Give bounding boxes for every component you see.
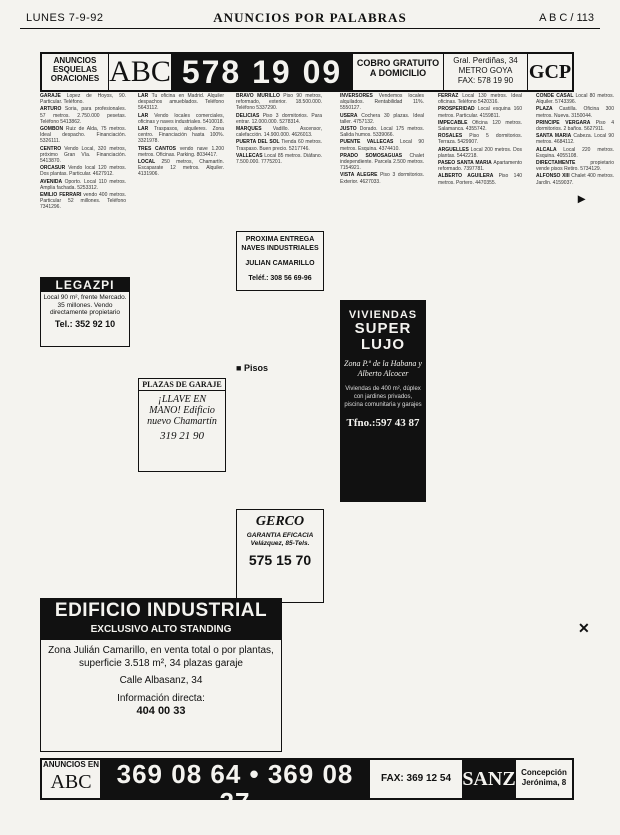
ad-text: Vendo local 120 metros. Dos plantas. Particular. 4627912. bbox=[40, 165, 126, 178]
classified-ad bbox=[536, 133, 614, 145]
classified-ad bbox=[438, 120, 522, 132]
ad-text: Tu oficina en Madrid. Alquiler despachos amueblados. Teléfono 5643112. bbox=[138, 93, 224, 112]
ad-keyword: ORCASUR bbox=[40, 165, 69, 172]
ad-text: Piso 3 dormitorios. Para entrar. 12.000.000. 5278314. bbox=[236, 112, 322, 125]
ad-text: Piso 5 dormitorios. Terraza. 5429907. bbox=[438, 133, 522, 146]
classified-ad bbox=[138, 146, 224, 158]
ad-text: Chalet independiente. Parcela 2.500 metros. 7154921. bbox=[340, 152, 424, 172]
viviendas-phone: Tfno.:597 43 87 bbox=[346, 417, 420, 429]
column-6 bbox=[536, 93, 614, 747]
ad-keyword: CONDE CASAL bbox=[536, 93, 576, 99]
margin-mark-icon: ✕ bbox=[578, 620, 590, 636]
ad-keyword: LOCAL bbox=[138, 159, 162, 166]
classified-ad bbox=[340, 153, 424, 172]
ad-keyword: DIRECTAMENTE bbox=[536, 160, 591, 167]
classified-ad bbox=[438, 93, 522, 105]
classified-ad bbox=[536, 160, 614, 172]
issue-date: LUNES 7-9-92 bbox=[26, 12, 104, 24]
classified-ad bbox=[340, 113, 424, 125]
edificio-phone: 404 00 33 bbox=[136, 705, 186, 717]
classified-ad bbox=[536, 173, 614, 185]
ad-text: Local 220 metros. Esquina. 4055108. bbox=[536, 146, 614, 159]
ad-text: Oficina 120 metros. Salamanca. 4355742. bbox=[438, 119, 522, 133]
page-number: A B C / 113 bbox=[539, 12, 594, 24]
viviendas-subtitle: SUPER LUJO bbox=[354, 320, 412, 353]
ad-text: Local 200 metros. Dos plantas. 5442218. bbox=[438, 146, 522, 159]
ad-text: Cabeza. Local 90 metros. 4684112. bbox=[536, 133, 614, 146]
ad-keyword: ALCALA bbox=[536, 146, 564, 153]
banner-fax: FAX: 578 19 90 bbox=[457, 76, 514, 85]
ad-keyword: LAR bbox=[138, 126, 154, 133]
ad-keyword: FERRAZ bbox=[438, 93, 463, 99]
header-rule bbox=[20, 28, 600, 29]
banner-address-block bbox=[444, 54, 527, 90]
ad-text: Piso 140 metros. Portero. 4470355. bbox=[438, 173, 522, 186]
ad-text: Piso 90 metros, reformado, exterior. 18.500.000. Teléfono 5337290. bbox=[236, 93, 322, 112]
ad-text: Vendemos locales alquilados. Rentabilidad 11%. 5550127. bbox=[340, 93, 424, 112]
naves-title: PROXIMA ENTREGA NAVES INDUSTRIALES bbox=[241, 236, 319, 252]
classified-ad bbox=[236, 126, 322, 138]
gerco-body: GARANTIA EFICACIA Velázquez, 85-Tels. bbox=[246, 532, 314, 547]
banner-phone: 578 19 09 bbox=[172, 54, 352, 90]
ad-keyword: DELICIAS bbox=[236, 112, 263, 119]
classified-ad bbox=[536, 120, 614, 132]
ad-text: vendo 400 metros. Particular 52 millones. Teléfono 7341296. bbox=[40, 192, 126, 211]
classified-ad bbox=[40, 93, 126, 105]
classified-ad bbox=[438, 133, 522, 145]
ad-keyword: PLAZA bbox=[536, 106, 560, 113]
ad-text: Ruiz de Alda, 75 metros. Ideal despacho. Financiación. 5326111. bbox=[40, 126, 126, 145]
classified-ad bbox=[40, 106, 126, 125]
ad-text: Local 80 metros. Alquiler. 5743396. bbox=[536, 93, 614, 106]
garage-title: PLAZAS DE GARAJE bbox=[139, 379, 225, 391]
footer-address: Concepción Jerónima, 8 bbox=[521, 768, 567, 787]
ad-keyword: PRADO SOMOSAGUAS bbox=[340, 152, 410, 159]
ad-keyword: GOMBON bbox=[40, 126, 66, 133]
classified-ad bbox=[536, 93, 614, 105]
ad-keyword: CENTRO bbox=[40, 145, 65, 152]
ad-keyword: PUERTA DEL SOL bbox=[236, 139, 282, 146]
classified-ad bbox=[40, 126, 126, 145]
ad-keyword: MARQUES bbox=[236, 126, 273, 133]
viviendas-place: Zona P.º de la Habana y Alberto Alcocer bbox=[344, 359, 422, 378]
ad-text: Local 90 metros. Esquina. 4374410. bbox=[340, 139, 424, 152]
ad-keyword: ARTURO bbox=[40, 106, 65, 113]
ad-text: Cochera 30 plazas. Ideal taller. 4757132. bbox=[340, 112, 424, 125]
footer-label: ANUNCIOS EN bbox=[42, 760, 99, 769]
ad-keyword: ALFONSO XIII bbox=[536, 173, 572, 180]
classified-ad bbox=[40, 179, 126, 191]
gerco-ad bbox=[236, 509, 324, 603]
ad-text: Apartamento reformado. 7397781. bbox=[438, 160, 522, 173]
classified-ad bbox=[438, 160, 522, 172]
classified-ad bbox=[438, 106, 522, 118]
classified-ad bbox=[340, 126, 424, 138]
ad-keyword: LAR bbox=[138, 112, 155, 119]
ad-text: Piso 3 dormitorios. Exterior. 4627033. bbox=[340, 172, 424, 185]
ad-text: Traspasos, alquileres. Zona centro. Financiación hasta 100%. 3321978. bbox=[138, 126, 224, 145]
ad-text: Tienda 60 metros. Traspaso. Buen precio. 5217746. bbox=[236, 139, 322, 152]
ad-keyword: VALLECAS bbox=[236, 152, 265, 159]
ad-keyword: PRINCIPE VERGARA bbox=[536, 119, 596, 126]
abc-logo: ABC bbox=[109, 55, 171, 88]
ad-keyword: ARGUELLES bbox=[438, 146, 471, 153]
legazpi-ad bbox=[40, 277, 130, 347]
classified-ad bbox=[40, 192, 126, 211]
ad-keyword: TRES CANTOS bbox=[138, 145, 180, 152]
legazpi-title: LEGAZPI bbox=[41, 278, 129, 292]
column-5 bbox=[438, 93, 522, 747]
ad-keyword: USERA bbox=[340, 112, 362, 119]
legazpi-body: Local 90 m², frente Mercado. 35 millones. Vendo directamente propietario bbox=[43, 294, 127, 316]
ad-text: Local 85 metros. Diáfano. 7.500.000. 7775201. bbox=[236, 152, 322, 166]
viviendas-title: VIVIENDAS bbox=[348, 309, 418, 321]
ad-keyword: VISTA ALEGRE bbox=[340, 172, 381, 179]
page-header bbox=[20, 4, 600, 40]
edificio-address: Calle Albasanz, 34 bbox=[119, 675, 203, 686]
footer-fax: FAX: 369 12 54 bbox=[369, 760, 462, 798]
classified-ad bbox=[236, 113, 322, 125]
ad-keyword: LAR bbox=[138, 93, 152, 99]
ad-text: Local 130 metros. Ideal oficinas. Teléfono 5420316. bbox=[438, 93, 522, 106]
footer-phones: 369 08 64 • 369 08 27 bbox=[116, 759, 354, 817]
ad-text: Vadillo. Ascensor, calefacción. 14.900.000. 4626013. bbox=[236, 126, 322, 139]
edificio-body: Zona Julián Camarillo, en venta total o por plantas, superficie 3.518 m², 34 plazas garaje bbox=[48, 645, 274, 669]
classified-ad bbox=[138, 93, 224, 112]
ad-keyword: JUSTO bbox=[340, 126, 360, 133]
naves-ad bbox=[236, 231, 324, 291]
garage-ad bbox=[138, 378, 226, 472]
ad-text: Local esquina 160 metros. Particular. 4159811. bbox=[438, 106, 522, 119]
classified-ad bbox=[40, 146, 126, 165]
ad-text: Lopez de Hoyos, 90. Particular. Teléfono. bbox=[40, 93, 126, 106]
gcp-logo: GCP bbox=[527, 54, 572, 90]
ad-text: Oporto. Local 110 metros. Amplia fachada. 5253312. bbox=[40, 178, 126, 191]
ad-keyword: ROSALES bbox=[438, 133, 470, 140]
ad-keyword: INVERSORES bbox=[340, 93, 379, 99]
pisos-heading: ■ Pisos bbox=[236, 363, 322, 373]
banner-categories: ANUNCIOS ESQUELAS ORACIONES bbox=[42, 54, 109, 90]
ad-text: Chalet 400 metros. Jardín. 4159037. bbox=[536, 173, 614, 186]
top-banner-ad bbox=[40, 52, 574, 92]
ad-keyword: PROSPERIDAD bbox=[438, 106, 478, 113]
footer-phones-block bbox=[101, 759, 369, 824]
ad-keyword: PASEO SANTA MARIA bbox=[438, 160, 494, 167]
ad-text: Piso 4 dormitorios. 2 baños. 5627911. bbox=[536, 119, 614, 133]
viviendas-details: Viviendas de 400 m², dúplex con jardines privados, piscina comunitaria y garajes bbox=[344, 386, 422, 408]
footer-service: SERVICIO GRATUITO DE COBRO A DOMICILIO bbox=[138, 817, 332, 824]
edificio-title: EDIFICIO INDUSTRIAL bbox=[41, 599, 281, 623]
classified-ad bbox=[236, 139, 322, 151]
ad-keyword: BRAVO MURILLO bbox=[236, 93, 284, 99]
naves-sub: JULIAN CAMARILLO bbox=[245, 260, 315, 267]
ad-keyword: IMPECABLE bbox=[438, 119, 473, 126]
ad-keyword: EMILIO FERRARI bbox=[40, 192, 84, 199]
ad-text: Dorado. Local 175 metros. Salida humos. 5339066. bbox=[340, 126, 424, 139]
ad-keyword: GARAJE bbox=[40, 93, 67, 99]
ad-text: propietario vende pisos Retiro. 5734129. bbox=[536, 160, 614, 173]
banner-cobro: COBRO GRATUITO A DOMICILIO bbox=[352, 54, 444, 90]
classified-ad bbox=[138, 126, 224, 145]
gerco-logo: GERCO bbox=[255, 514, 305, 529]
edificio-subtitle: EXCLUSIVO ALTO STANDING bbox=[41, 623, 281, 640]
naves-phone: Teléf.: 308 56 69-96 bbox=[248, 275, 312, 282]
ad-text: 250 metros, Chamartín. Escaparate 12 metros. Alquiler. 4131906. bbox=[138, 159, 224, 178]
ad-text: Castilla. Oficina 300 metros. Nueva. 3150044. bbox=[536, 106, 614, 119]
classified-ad bbox=[40, 165, 126, 177]
footer-abc-logo: ABC bbox=[50, 771, 92, 793]
classified-ad bbox=[536, 106, 614, 118]
classified-ad bbox=[340, 139, 424, 151]
ad-text: vendo nave 1.200 metros. Oficinas. Parking. 8034417. bbox=[138, 145, 224, 158]
ad-text: Vendo locales comerciales, oficinas y naves industriales. 5410018. bbox=[138, 112, 224, 125]
footer-banner-ad bbox=[40, 758, 574, 824]
legazpi-phone: Tel.: 352 92 10 bbox=[54, 318, 116, 329]
ad-text: Vendo Local, 320 metros, próximo Gran Vía. Financiación. 5413870. bbox=[40, 145, 126, 165]
classified-ad bbox=[536, 147, 614, 159]
garage-phone: 319 21 90 bbox=[160, 430, 204, 442]
classified-ad bbox=[340, 93, 424, 112]
garage-body: ¡LLAVE EN MANO! Edificio nuevo Chamartín bbox=[147, 394, 217, 427]
gerco-phone: 575 15 70 bbox=[248, 552, 312, 568]
edificio-industrial-ad bbox=[40, 598, 282, 752]
ad-keyword: SANTA MARIA bbox=[536, 133, 574, 140]
footer-brand-block bbox=[42, 760, 101, 798]
classified-ad bbox=[138, 159, 224, 178]
ad-keyword: PUENTE VALLECAS bbox=[340, 139, 400, 146]
classified-ad bbox=[340, 172, 424, 184]
section-title: ANUNCIOS POR PALABRAS bbox=[213, 10, 407, 25]
classified-ad bbox=[438, 173, 522, 185]
classified-ad bbox=[438, 147, 522, 159]
classified-ad bbox=[236, 153, 322, 165]
classified-ad bbox=[236, 93, 322, 112]
banner-address: Gral. Perdiñas, 34 METRO GOYA bbox=[453, 56, 518, 75]
ad-keyword: ALBERTO AGUILERA bbox=[438, 173, 499, 180]
viviendas-ad bbox=[340, 300, 426, 502]
classified-ad bbox=[138, 113, 224, 125]
margin-mark-icon: ▸ bbox=[578, 190, 586, 206]
edificio-info: Información directa: bbox=[117, 692, 205, 704]
ad-text: Soria, para profesionales. 57 metros. 2.750.000 pesetas. Teléfono 5413862. bbox=[40, 106, 126, 125]
ad-keyword: AVENIDA bbox=[40, 178, 65, 185]
sanz-logo: SANZ bbox=[462, 760, 516, 798]
